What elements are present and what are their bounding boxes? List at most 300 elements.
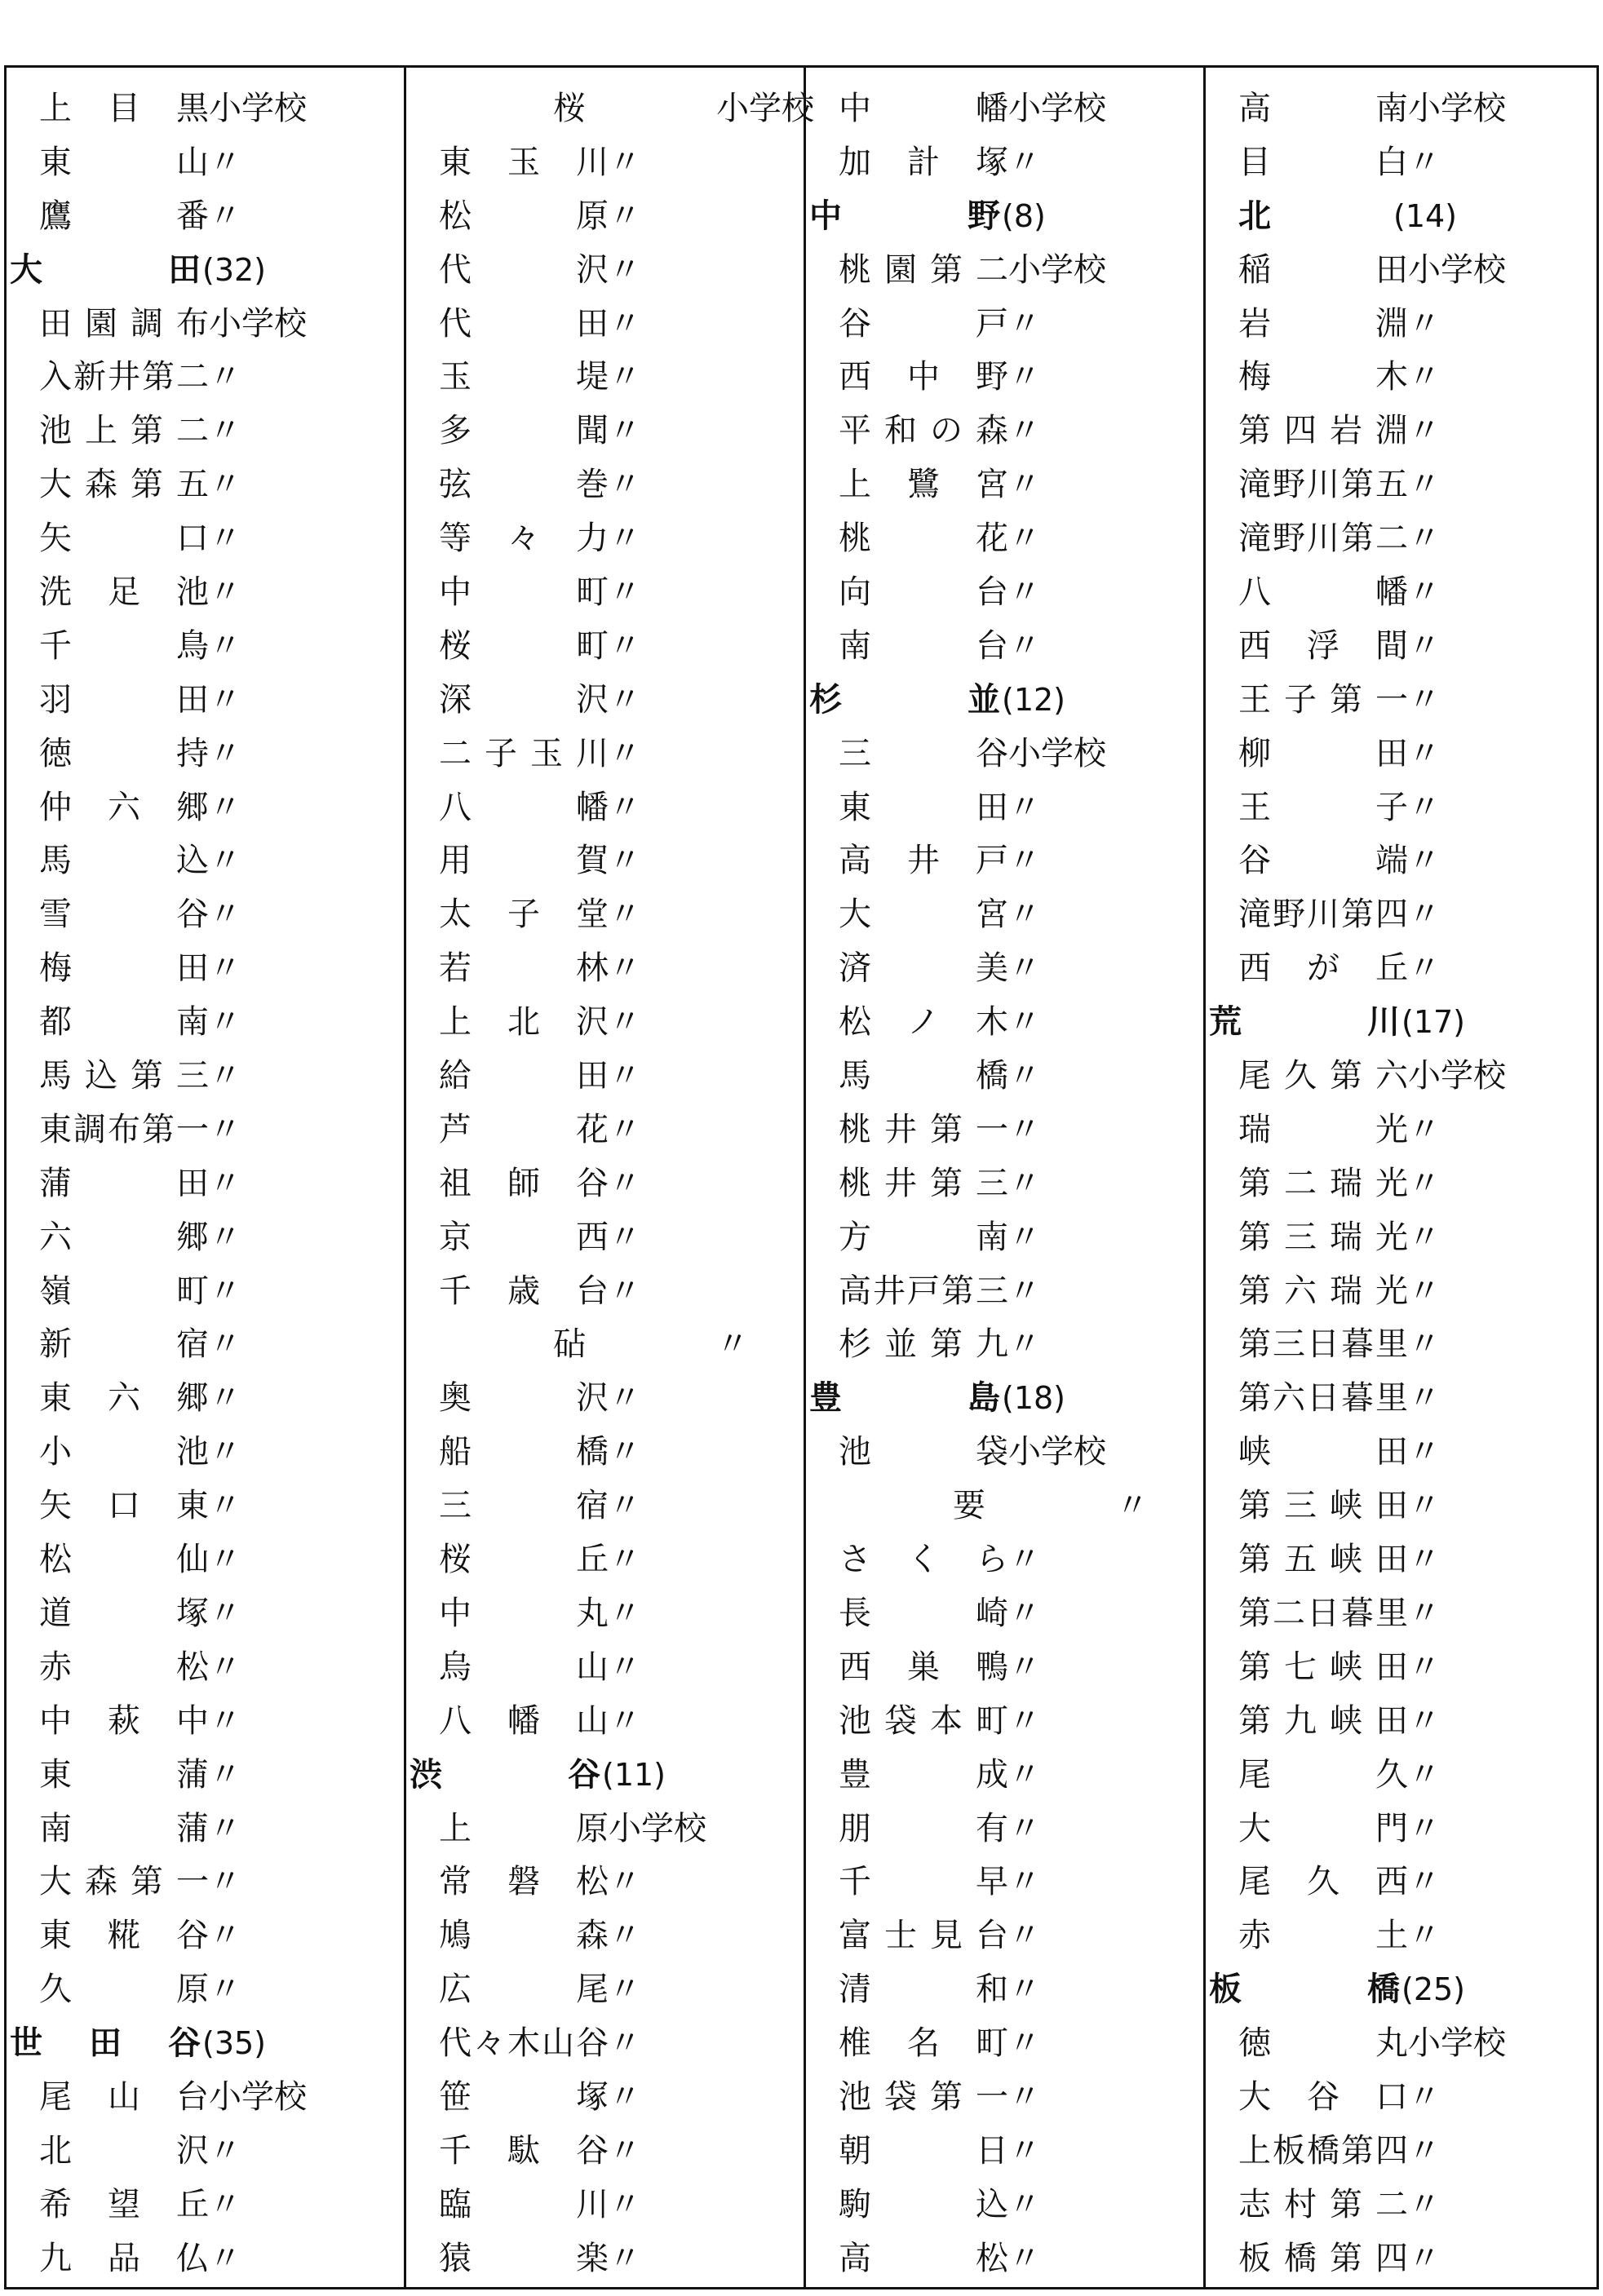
school-suffix: 〃 bbox=[1408, 1863, 1441, 1901]
school-name: 小池 bbox=[39, 1433, 209, 1471]
school-name: 東山 bbox=[39, 143, 209, 181]
school-name: 桜町 bbox=[439, 626, 609, 665]
school-entry bbox=[7, 998, 404, 1051]
school-entry bbox=[7, 192, 404, 246]
school-suffix: 小学校 bbox=[1408, 90, 1506, 127]
school-suffix: 〃 bbox=[1008, 358, 1041, 396]
school-name: 桜 bbox=[553, 90, 586, 127]
school-name: 大森第五 bbox=[39, 466, 209, 504]
school-suffix: 〃 bbox=[1408, 520, 1441, 558]
ward-header bbox=[406, 1750, 804, 1804]
school-name: 第三日暮里 bbox=[1238, 1325, 1408, 1364]
school-name: 池袋本町 bbox=[839, 1701, 1008, 1740]
school-suffix: 〃 bbox=[1008, 626, 1041, 665]
school-entry bbox=[7, 138, 404, 192]
school-name: 杉並第九 bbox=[839, 1325, 1008, 1364]
ward-name: 杉並 bbox=[809, 680, 1000, 719]
school-suffix: 〃 bbox=[209, 1433, 241, 1471]
school-suffix: 〃 bbox=[1408, 573, 1441, 612]
school-suffix: 小学校 bbox=[1008, 1433, 1106, 1471]
school-name: 矢口 bbox=[39, 520, 209, 558]
school-suffix: 〃 bbox=[609, 1917, 641, 1955]
school-suffix: 〃 bbox=[209, 573, 241, 612]
school-entry bbox=[406, 84, 814, 138]
school-name: 尾久第六 bbox=[1238, 1057, 1408, 1095]
school-suffix: 小学校 bbox=[1008, 734, 1106, 772]
school-name: 池袋 bbox=[839, 1433, 1008, 1471]
school-entry bbox=[7, 2180, 404, 2234]
school-suffix: 〃 bbox=[1008, 896, 1041, 934]
school-name: 中町 bbox=[439, 573, 609, 612]
school-entry bbox=[806, 1589, 1203, 1643]
school-name: 桃園第二 bbox=[839, 250, 1008, 289]
school-suffix: 〃 bbox=[209, 1110, 241, 1148]
school-suffix: 〃 bbox=[1408, 788, 1441, 826]
school-suffix: 小学校 bbox=[1408, 1057, 1506, 1095]
school-name: 奥沢 bbox=[439, 1379, 609, 1418]
school-entry bbox=[1206, 783, 1596, 837]
school-entry bbox=[1206, 246, 1596, 299]
school-suffix: 〃 bbox=[609, 466, 641, 504]
school-suffix: 〃 bbox=[209, 1218, 241, 1256]
school-suffix: 〃 bbox=[609, 2239, 641, 2277]
school-entry bbox=[406, 1320, 804, 1374]
school-name: 桃井第一 bbox=[839, 1110, 1008, 1148]
school-name: 上鷺宮 bbox=[839, 466, 1008, 504]
school-name: 朝日 bbox=[839, 2131, 1008, 2170]
school-name: 大宮 bbox=[839, 896, 1008, 934]
school-suffix: 〃 bbox=[1408, 680, 1441, 719]
school-suffix: 〃 bbox=[609, 1487, 641, 1525]
school-suffix: 〃 bbox=[609, 1648, 641, 1686]
school-suffix: 〃 bbox=[609, 1164, 641, 1202]
school-name: 太子堂 bbox=[439, 896, 609, 934]
school-entry bbox=[7, 1750, 404, 1804]
school-name: 梅田 bbox=[39, 949, 209, 988]
ward-school-count: (12) bbox=[1002, 681, 1066, 718]
school-suffix: 〃 bbox=[1408, 626, 1441, 665]
school-entry bbox=[1206, 1911, 1596, 1965]
school-name: 北沢 bbox=[39, 2131, 209, 2170]
school-entry bbox=[7, 1427, 404, 1481]
school-name: 加計塚 bbox=[839, 143, 1008, 181]
school-entry bbox=[1206, 460, 1596, 514]
school-suffix: 〃 bbox=[609, 680, 641, 719]
school-name: 高南 bbox=[1238, 90, 1408, 127]
school-name: 岩淵 bbox=[1238, 304, 1408, 343]
school-name: 第二日暮里 bbox=[1238, 1594, 1408, 1632]
school-entry bbox=[806, 246, 1203, 299]
school-entry bbox=[1206, 568, 1596, 622]
school-entry bbox=[406, 2019, 804, 2073]
school-suffix: 〃 bbox=[1008, 1110, 1041, 1148]
school-entry bbox=[1206, 1427, 1596, 1481]
school-name: 東六郷 bbox=[39, 1379, 209, 1418]
school-suffix: 小学校 bbox=[209, 304, 307, 343]
school-entry bbox=[1206, 1374, 1596, 1427]
school-suffix: 〃 bbox=[1408, 1379, 1441, 1418]
school-suffix: 〃 bbox=[1408, 1218, 1441, 1256]
school-entry bbox=[7, 729, 404, 783]
school-entry bbox=[406, 1857, 804, 1911]
school-entry bbox=[406, 1105, 804, 1159]
school-name: 都南 bbox=[39, 1003, 209, 1042]
school-entry bbox=[406, 1481, 804, 1535]
school-name: 南蒲 bbox=[39, 1809, 209, 1847]
school-suffix: 〃 bbox=[1408, 2131, 1441, 2170]
school-entry bbox=[1206, 1697, 1596, 1750]
school-name: 王子 bbox=[1238, 788, 1408, 826]
school-name: 志村第二 bbox=[1238, 2185, 1408, 2223]
school-entry bbox=[7, 1374, 404, 1427]
school-entry bbox=[7, 675, 404, 729]
school-entry bbox=[1206, 1267, 1596, 1321]
school-name: 朋有 bbox=[839, 1809, 1008, 1847]
school-name: 第四岩淵 bbox=[1238, 412, 1408, 450]
school-suffix: 〃 bbox=[1008, 2185, 1041, 2223]
school-name: 板橋第四 bbox=[1238, 2239, 1408, 2277]
school-suffix: 〃 bbox=[209, 1863, 241, 1901]
school-name: 久原 bbox=[39, 1971, 209, 2009]
school-suffix: 〃 bbox=[1008, 949, 1041, 988]
school-name: 烏山 bbox=[439, 1648, 609, 1686]
school-suffix: 〃 bbox=[1408, 1809, 1441, 1847]
school-entry bbox=[406, 1589, 804, 1643]
school-name: 滝野川第四 bbox=[1238, 896, 1408, 934]
school-entry bbox=[7, 1213, 404, 1267]
school-suffix: 小学校 bbox=[1008, 90, 1106, 127]
school-name: 東調布第一 bbox=[39, 1110, 209, 1148]
school-entry bbox=[406, 352, 804, 406]
ward-header bbox=[806, 1374, 1203, 1427]
school-suffix: 〃 bbox=[1008, 573, 1041, 612]
school-name: 桃花 bbox=[839, 520, 1008, 558]
school-entry bbox=[806, 998, 1203, 1051]
school-suffix: 〃 bbox=[209, 1487, 241, 1525]
school-suffix: 〃 bbox=[609, 734, 641, 772]
ward-name: 世田谷 bbox=[10, 2024, 201, 2063]
school-entry bbox=[1206, 352, 1596, 406]
school-entry bbox=[1206, 1159, 1596, 1213]
school-name: 希望丘 bbox=[39, 2185, 209, 2223]
school-suffix: 〃 bbox=[1408, 1701, 1441, 1740]
school-name: 徳丸 bbox=[1238, 2024, 1408, 2063]
school-name: 六郷 bbox=[39, 1218, 209, 1256]
school-name: 道塚 bbox=[39, 1594, 209, 1632]
school-suffix: 〃 bbox=[1008, 1325, 1041, 1364]
school-entry bbox=[406, 1267, 804, 1321]
ward-name: 板橋 bbox=[1209, 1971, 1400, 2009]
school-entry bbox=[406, 1427, 804, 1481]
school-entry bbox=[406, 1159, 804, 1213]
school-name: 代々木山谷 bbox=[439, 2024, 609, 2063]
school-suffix: 〃 bbox=[1408, 1594, 1441, 1632]
school-suffix: 〃 bbox=[609, 2185, 641, 2223]
school-entry bbox=[406, 1374, 804, 1427]
school-entry bbox=[806, 2073, 1203, 2126]
school-suffix: 〃 bbox=[1408, 1487, 1441, 1525]
school-name: 滝野川第五 bbox=[1238, 466, 1408, 504]
school-name: 高井戸第三 bbox=[839, 1272, 1008, 1310]
school-entry bbox=[806, 1857, 1203, 1911]
school-name: 第六日暮里 bbox=[1238, 1379, 1408, 1418]
school-suffix: 〃 bbox=[209, 949, 241, 988]
school-entry bbox=[1206, 84, 1596, 138]
school-entry bbox=[406, 998, 804, 1051]
school-entry bbox=[806, 622, 1203, 675]
school-suffix: 〃 bbox=[209, 626, 241, 665]
school-suffix: 小学校 bbox=[209, 90, 307, 127]
school-entry bbox=[806, 352, 1203, 406]
school-suffix: 〃 bbox=[1408, 896, 1441, 934]
school-suffix: 〃 bbox=[609, 1379, 641, 1418]
school-entry bbox=[1206, 1051, 1596, 1105]
school-name: 中丸 bbox=[439, 1594, 609, 1632]
school-suffix: 〃 bbox=[209, 143, 241, 181]
school-suffix: 〃 bbox=[209, 2185, 241, 2223]
school-entry bbox=[1206, 890, 1596, 944]
school-entry bbox=[406, 568, 804, 622]
school-name: 西巣鴨 bbox=[839, 1648, 1008, 1686]
school-entry bbox=[406, 836, 804, 890]
school-entry bbox=[1206, 2126, 1596, 2180]
school-suffix: 〃 bbox=[209, 412, 241, 450]
school-name: 羽田 bbox=[39, 680, 209, 719]
school-name: 赤土 bbox=[1238, 1917, 1408, 1955]
school-entry bbox=[406, 460, 804, 514]
school-suffix: 〃 bbox=[1008, 143, 1041, 181]
school-name: 馬込第三 bbox=[39, 1057, 209, 1095]
school-name: 東糀谷 bbox=[39, 1917, 209, 1955]
ward-header bbox=[806, 192, 1203, 246]
ward-name: 中野 bbox=[809, 197, 1000, 235]
ward-header bbox=[1206, 1965, 1596, 2019]
school-name: 西中野 bbox=[839, 358, 1008, 396]
school-suffix: 〃 bbox=[1408, 1164, 1441, 1202]
school-name: 等々力 bbox=[439, 520, 609, 558]
school-suffix: 〃 bbox=[1008, 1701, 1041, 1740]
school-entry bbox=[806, 1804, 1203, 1858]
school-name: 三宿 bbox=[439, 1487, 609, 1525]
school-entry bbox=[406, 2180, 804, 2234]
school-name: さくら bbox=[839, 1541, 1008, 1579]
school-entry bbox=[806, 1643, 1203, 1697]
school-suffix: 〃 bbox=[609, 1110, 641, 1148]
school-entry bbox=[806, 1697, 1203, 1750]
school-name: 豊成 bbox=[839, 1755, 1008, 1794]
school-suffix: 小学校 bbox=[1408, 250, 1506, 289]
school-entry bbox=[7, 1857, 404, 1911]
school-name: 尾山台 bbox=[39, 2077, 209, 2116]
school-entry bbox=[406, 675, 804, 729]
school-entry bbox=[7, 1643, 404, 1697]
ward-school-count: (8) bbox=[1002, 197, 1046, 234]
school-suffix: 〃 bbox=[209, 466, 241, 504]
school-name: 第五峡田 bbox=[1238, 1541, 1408, 1579]
school-suffix: 〃 bbox=[209, 1164, 241, 1202]
school-entry bbox=[1206, 622, 1596, 675]
school-suffix: 〃 bbox=[1116, 1487, 1149, 1525]
school-name: 梅木 bbox=[1238, 358, 1408, 396]
school-entry bbox=[806, 890, 1203, 944]
school-name: 松ノ木 bbox=[839, 1003, 1008, 1042]
school-entry bbox=[406, 890, 804, 944]
school-suffix: 〃 bbox=[609, 304, 641, 343]
school-entry bbox=[806, 568, 1203, 622]
school-entry bbox=[806, 1750, 1203, 1804]
school-name: 矢口東 bbox=[39, 1487, 209, 1525]
school-entry bbox=[7, 1159, 404, 1213]
school-suffix: 〃 bbox=[1008, 1863, 1041, 1901]
school-suffix: 〃 bbox=[609, 2024, 641, 2063]
ward-name: 豊島 bbox=[809, 1379, 1000, 1418]
school-suffix: 〃 bbox=[209, 520, 241, 558]
school-name: 鳩森 bbox=[439, 1917, 609, 1955]
school-list-table bbox=[4, 65, 1599, 2289]
school-entry bbox=[1206, 138, 1596, 192]
school-suffix: 〃 bbox=[209, 2239, 241, 2277]
school-suffix: 〃 bbox=[1008, 1057, 1041, 1095]
ward-school-count: (18) bbox=[1002, 1380, 1066, 1417]
school-suffix: 〃 bbox=[209, 1379, 241, 1418]
school-entry bbox=[7, 944, 404, 998]
school-name: 大谷口 bbox=[1238, 2077, 1408, 2116]
school-name: 尾久西 bbox=[1238, 1863, 1408, 1901]
school-entry bbox=[806, 1105, 1203, 1159]
school-suffix: 〃 bbox=[209, 1003, 241, 1042]
school-suffix: 〃 bbox=[609, 1433, 641, 1471]
school-entry bbox=[7, 783, 404, 837]
school-entry bbox=[806, 836, 1203, 890]
school-suffix: 〃 bbox=[1008, 1003, 1041, 1042]
school-entry bbox=[806, 729, 1203, 783]
school-name: 千早 bbox=[839, 1863, 1008, 1901]
school-name: 池袋第一 bbox=[839, 2077, 1008, 2116]
school-suffix: 〃 bbox=[209, 1701, 241, 1740]
school-name: 上目黒 bbox=[39, 90, 209, 127]
school-suffix: 〃 bbox=[609, 250, 641, 289]
school-name: 入新井第二 bbox=[39, 358, 209, 396]
school-entry bbox=[806, 84, 1203, 138]
school-suffix: 〃 bbox=[609, 842, 641, 880]
school-entry bbox=[406, 1535, 804, 1589]
school-suffix: 〃 bbox=[1408, 2185, 1441, 2223]
school-entry bbox=[7, 514, 404, 568]
school-suffix: 〃 bbox=[1008, 1917, 1041, 1955]
school-suffix: 〃 bbox=[209, 1594, 241, 1632]
school-suffix: 〃 bbox=[609, 2077, 641, 2116]
school-entry bbox=[406, 1965, 804, 2019]
school-name: 平和の森 bbox=[839, 412, 1008, 450]
school-name: 三谷 bbox=[839, 734, 1008, 772]
school-suffix: 〃 bbox=[1408, 842, 1441, 880]
school-entry bbox=[7, 1320, 404, 1374]
school-suffix: 〃 bbox=[1008, 1809, 1041, 1847]
school-entry bbox=[1206, 514, 1596, 568]
school-name: 八幡 bbox=[439, 788, 609, 826]
school-entry bbox=[806, 1535, 1203, 1589]
school-suffix: 〃 bbox=[1008, 2024, 1041, 2063]
school-name: 上原 bbox=[439, 1809, 609, 1847]
school-suffix: 〃 bbox=[609, 573, 641, 612]
school-name: 九品仏 bbox=[39, 2239, 209, 2277]
school-suffix: 〃 bbox=[609, 788, 641, 826]
school-name: 多聞 bbox=[439, 412, 609, 450]
school-suffix: 〃 bbox=[1408, 412, 1441, 450]
school-suffix: 〃 bbox=[1008, 1648, 1041, 1686]
school-name: 芦花 bbox=[439, 1110, 609, 1148]
school-entry bbox=[406, 2126, 804, 2180]
school-entry bbox=[406, 246, 804, 299]
school-entry bbox=[1206, 2234, 1596, 2288]
school-name: 桜丘 bbox=[439, 1541, 609, 1579]
school-suffix: 〃 bbox=[209, 1272, 241, 1310]
school-name: 船橋 bbox=[439, 1433, 609, 1471]
school-name: 大門 bbox=[1238, 1809, 1408, 1847]
school-name: 王子第一 bbox=[1238, 680, 1408, 719]
school-suffix: 小学校 bbox=[716, 90, 814, 127]
ward-school-count: (25) bbox=[1402, 1971, 1466, 2008]
ward-header bbox=[1206, 192, 1596, 246]
school-suffix: 〃 bbox=[1408, 1541, 1441, 1579]
school-entry bbox=[1206, 1750, 1596, 1804]
school-entry bbox=[7, 1589, 404, 1643]
school-name: 玉堤 bbox=[439, 358, 609, 396]
school-entry bbox=[1206, 1105, 1596, 1159]
school-name: 赤松 bbox=[39, 1648, 209, 1686]
school-name: 目白 bbox=[1238, 143, 1408, 181]
school-entry bbox=[806, 2234, 1203, 2288]
school-suffix: 〃 bbox=[1408, 1325, 1441, 1364]
ward-name: 荒川 bbox=[1209, 1003, 1400, 1042]
school-suffix: 〃 bbox=[209, 358, 241, 396]
ward-school-count: (11) bbox=[602, 1756, 666, 1793]
school-suffix: 〃 bbox=[1008, 2131, 1041, 2170]
school-suffix: 〃 bbox=[1408, 1272, 1441, 1310]
school-name: 深沢 bbox=[439, 680, 609, 719]
school-entry bbox=[806, 138, 1203, 192]
school-entry bbox=[406, 299, 804, 353]
school-name: 清和 bbox=[839, 1971, 1008, 2009]
school-entry bbox=[406, 514, 804, 568]
school-entry bbox=[7, 2073, 404, 2126]
school-suffix: 〃 bbox=[1408, 1648, 1441, 1686]
school-entry bbox=[7, 406, 404, 460]
school-entry bbox=[806, 783, 1203, 837]
school-suffix: 〃 bbox=[209, 1755, 241, 1794]
school-entry bbox=[406, 1697, 804, 1750]
school-name: 松原 bbox=[439, 197, 609, 235]
school-name: 常磐松 bbox=[439, 1863, 609, 1901]
ward-header bbox=[1206, 998, 1596, 1051]
school-entry bbox=[1206, 1481, 1596, 1535]
ward-name: 渋谷 bbox=[410, 1755, 600, 1794]
school-name: 滝野川第二 bbox=[1238, 520, 1408, 558]
school-entry bbox=[1206, 1643, 1596, 1697]
school-name: 富士見台 bbox=[839, 1917, 1008, 1955]
school-name: 代沢 bbox=[439, 250, 609, 289]
school-entry bbox=[7, 1911, 404, 1965]
school-suffix: 〃 bbox=[1008, 842, 1041, 880]
school-name: 東玉川 bbox=[439, 143, 609, 181]
school-name: 尾久 bbox=[1238, 1755, 1408, 1794]
school-suffix: 〃 bbox=[209, 896, 241, 934]
school-entry bbox=[406, 138, 804, 192]
school-name: 笹塚 bbox=[439, 2077, 609, 2116]
school-suffix: 〃 bbox=[1008, 1541, 1041, 1579]
school-name: 瑞光 bbox=[1238, 1110, 1408, 1148]
school-suffix: 〃 bbox=[1008, 304, 1041, 343]
